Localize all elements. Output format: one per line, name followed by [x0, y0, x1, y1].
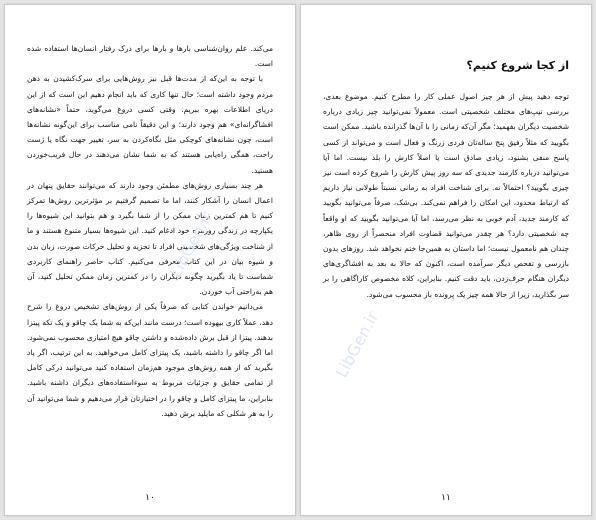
- right-page-text: [323, 89, 569, 302]
- paragraph: با توجه به این‌که از مدت‌ها قبل نیز روش‌هایی برای سرک‌کشیدن به ذهن مردم وجود داشته است؛ حال تنها کاری که باید انجام دهیم این است که از این دریای اطلاعات بهره ببریم. وقتی کسی دروغ می‌گوید، حتماً «نشانه‌های افشاگرانه‌ای» هم وجود دارند؛ و این دقیقاً نامی مناسب برای این‌گونه نشانه‌ها است، چون نشانه‌های کوچکی مثل نگاه‌کردن به سر، تغییر جهت نگاه یا ژست راحت، همگی راه‌یابی هستند که به شما نشان می‌دهند در حال فریب‌خوردن هستید.: [27, 74, 273, 175]
- watermark: LibGen.ir: [331, 308, 383, 381]
- paragraph: می‌دانیم خواندن کتابی که صرفاً یکی از روش‌های تشخیص دروغ را شرح دهد، عملاً کاری بیهوده است؛ درست مانند این‌که به شما یک چاقو و یک تکه پیتزا بدهند. پیتزا از قبل برش داده‌شده و داشتن چاقو هیچ امتیازی محسوب نمی‌شود. اما اگر چاقو را داشته باشید، یک پیتزای کامل می‌خواهید. به این ترتیب، اگر یاد بگیرید که از همه روش‌های موجود هم‌زمان استفاده کنید می‌توانید درکی کامل از تمامی حقایق و جزئیات مربوط به سوءاستفاده‌های دیگران داشته باشید. بنابراین، ما پیتزای کامل و چاقو را در اختیارتان قرار می‌دهیم و شما می‌توانید آن را به هر شکلی که مایلید برش دهید.: [27, 302, 273, 418]
- page-number: ١١: [441, 493, 451, 503]
- paragraph: می‌کند. علم روان‌شناسی بارها و بارها برای درک رفتار انسان‌ها استفاده شده است.: [27, 44, 273, 69]
- left-page-text: [27, 41, 273, 421]
- paragraph: هر چند بسیاری روش‌های مطمئن وجود دارند که می‌توانند حقایق پنهان در اعمال انسان را آشکار کنند، اما ما تصمیم گرفتیم بر مؤثرترین روش‌ها تمرکز کنیم تا هم کمترین زمان ممکن را از شما بگیرد و هم بتوانید این شیوه‌ها را یکپارچه در زندگی روزمره خود ادغام کنید. این شیوه‌ها بسیار متنوع هستند و ما از شناخت ویژگی‌های شخصیتی افراد تا تجزیه و تحلیل حرکات صورت، زبان بدن و شیوه بیان در این کتاب معرفی می‌کنیم. کتاب حاضر راهنمای کاربردی شماست تا یاد بگیرید چگونه دیگران را در کمترین زمان ممکن تحلیل کنید، آن هم به‌راحتی آب خوردن.: [27, 180, 273, 297]
- watermark: LibGen.ir: [165, 208, 217, 281]
- right-page: [300, 4, 592, 516]
- left-page: [4, 4, 296, 516]
- page-number: ١٠: [145, 493, 155, 503]
- section-heading: از کجا شروع کنیم؟: [466, 59, 569, 72]
- paragraph: توجه دهید پیش از هر چیز اصول عملی کار را مطرح کنیم. موضوع بعدی، بررسی تیپ‌های مختلف شخصیتی است. معمولاً نمی‌توانید چیز زیادی درباره شخصیت دیگران بفهمید؛ مگر آن‌که زمانی را با آن‌ها گذرانده باشید. ممکن است بگویید که مثلاً رفیق پنج ساله‌تان فردی زرنگ و فعال است و می‌تواند از کسی پاسخ منفی بشنود، زیادی صادق است یا اصلاً کارش را بلد نیست. اما آیا می‌توانید درباره کارمند جدیدی که سه روز پیش کارش را شروع کرده است نیز چیزی بگویید؟ احتمالاً نه. برای شناخت افراد به زمانی نسبتاً طولانی نیاز داریم که ارتباط محدود، این امکان را فراهم نمی‌کند. بی‌شک، صرفاً می‌توانید بگویید که کارمند جدید، آدم خوبی به نظر می‌رسد، اما آیا می‌توانید بگویید که او واقعاً چه شخصیتی دارد؟ هر چقدر می‌توانید قضاوت افراد منحصراً از روی ظاهر، چندان هم نامعمول نیست؛ اما داستان به همین‌جا ختم نخواهد شد. روزهای بدون بازرسی و تفحص دیگر سرآمده است، اکنون که حالا به بعد به افشاگری‌های دیگران هنگام حرف‌زدن، باید دقت کنیم. بنابراین، کلاه مخصوص کاراگاهی را بر سر بگذارید، زیرا از حالا همه چیز یک پرونده باز محسوب می‌شود.: [323, 92, 569, 299]
